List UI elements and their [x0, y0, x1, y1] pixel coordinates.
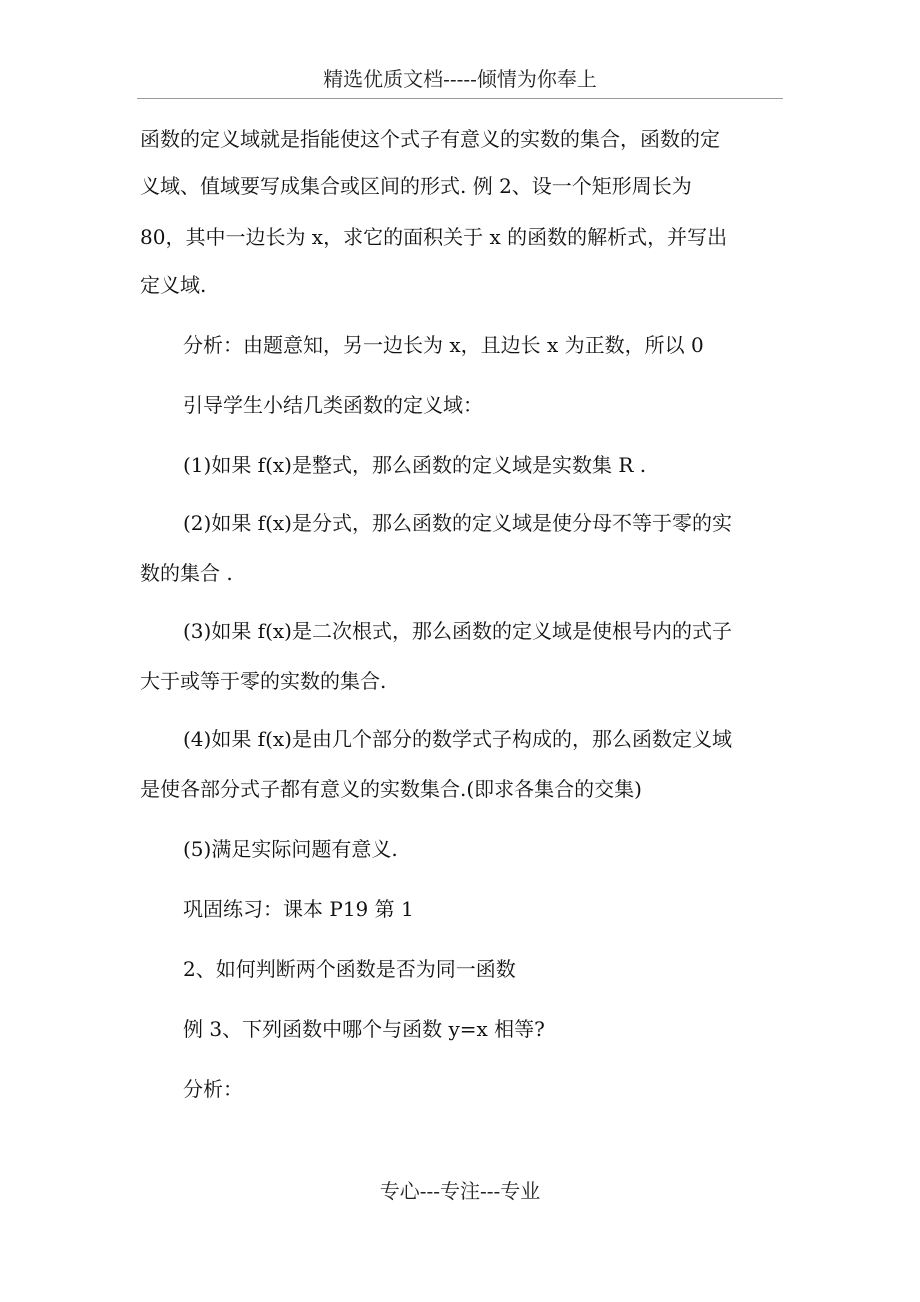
paragraph-line: 函数的定义域就是指能使这个式子有意义的实数的集合，函数的定	[140, 127, 720, 151]
paragraph-line: (1)如果 f(x)是整式，那么函数的定义域是实数集 R .	[183, 453, 647, 477]
paragraph-line: (2)如果 f(x)是分式，那么函数的定义域是使分母不等于零的实	[183, 511, 732, 535]
paragraph-line: 例 3、下列函数中哪个与函数 y=x 相等?	[183, 1017, 545, 1041]
paragraph-line: 引导学生小结几类函数的定义域：	[183, 393, 483, 417]
paragraph-line: 定义域.	[140, 273, 207, 297]
paragraph-line: 数的集合 .	[140, 561, 233, 585]
paragraph-line: 分析：由题意知，另一边长为 x，且边长 x 为正数，所以 0	[183, 333, 704, 357]
page-footer: 专心---专注---专业	[379, 1179, 541, 1203]
paragraph-line: 巩固练习：课本 P19 第 1	[183, 897, 414, 921]
paragraph-line: (4)如果 f(x)是由几个部分的数学式子构成的，那么函数定义域	[183, 727, 732, 751]
paragraph-line: 大于或等于零的实数的集合.	[140, 669, 387, 693]
paragraph-line: 2、如何判断两个函数是否为同一函数	[183, 957, 516, 981]
paragraph-line: (3)如果 f(x)是二次根式，那么函数的定义域是使根号内的式子	[183, 619, 732, 643]
paragraph-line: 义域、值域要写成集合或区间的形式. 例 2、设一个矩形周长为	[140, 174, 692, 198]
header-divider	[137, 98, 783, 99]
paragraph-line: 分析：	[183, 1077, 243, 1101]
page-header: 精选优质文档-----倾情为你奉上	[323, 67, 597, 91]
paragraph-line: 是使各部分式子都有意义的实数集合.(即求各集合的交集)	[140, 777, 642, 801]
paragraph-line: (5)满足实际问题有意义.	[183, 837, 398, 861]
paragraph-line: 80，其中一边长为 x，求它的面积关于 x 的函数的解析式，并写出	[140, 225, 728, 249]
